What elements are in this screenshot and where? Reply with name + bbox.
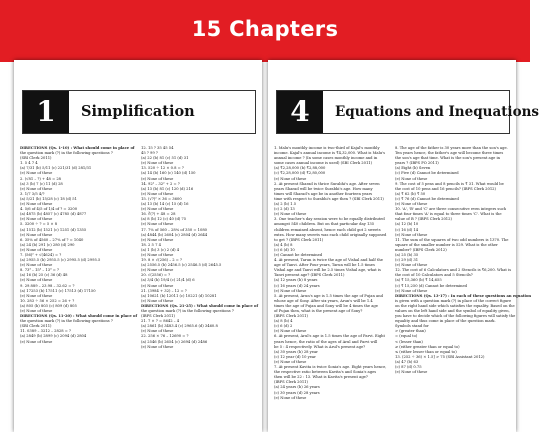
text-line: 5. At present, Arun's age is 1.5 times the age of Pujan and bbox=[274, 293, 383, 298]
text-line: (e) None of these bbox=[20, 309, 53, 313]
text-line: (e) None of these bbox=[141, 207, 174, 212]
text-line: = (equal to) bbox=[395, 334, 418, 339]
chapter-number: 4 bbox=[277, 91, 323, 133]
text-line: 3. 1/7 3/5 4/? bbox=[20, 191, 45, 196]
text-line: (e) None of these bbox=[20, 202, 53, 207]
text-line: Tanvi present age? (IBPS Clerk 2011) bbox=[274, 273, 345, 278]
text-line: DIRECTIONS (Qs. 13-17) : In each of these questions an equation bbox=[395, 293, 532, 298]
text-line: 12. The cost of 6 Calculators and 2 Stencils is ₹6,200. What is bbox=[395, 268, 512, 273]
text-line: (a) 1512 (b) 1521 (c) 1251 (d) 1355 bbox=[20, 227, 87, 232]
text-line: (e) Cannot be determined bbox=[274, 252, 323, 257]
text-column bbox=[395, 146, 532, 430]
text-line: Symbols stand for bbox=[395, 324, 429, 329]
text-line: (a) 8 (b) 4 bbox=[274, 319, 293, 324]
text-line: (IBPS Clerk 2011) bbox=[274, 380, 308, 385]
text-line: (a) ₹ 62 (b) ₹ 50 bbox=[395, 191, 426, 196]
text-line: the question mark (?) in the following questions ? bbox=[20, 319, 113, 324]
text-line: times the age of Pujan and Sony will be 4 times the age bbox=[274, 303, 378, 308]
text-column bbox=[20, 146, 138, 430]
text-line: (a) 13 (b) 81 (c) 120 (d) 216 bbox=[141, 186, 194, 191]
text-line: that four times 'A' is equal to three times 'C'. What is the bbox=[395, 212, 502, 217]
text-line: (c) 16 (d) 14 bbox=[395, 227, 419, 232]
page-columns bbox=[20, 146, 259, 430]
text-line: (a) 22 (b) 81 (c) 51 (d) 31 bbox=[141, 156, 189, 161]
text-line: (a) 2546 (b) 2654 (c) 2694 (d) 2486 bbox=[141, 339, 208, 344]
text-line: (c) 16 years (d) 24 years bbox=[274, 283, 320, 288]
text-line: (a) 3 (b) 7 (c) 11 (d) 28 bbox=[20, 181, 63, 186]
text-line: of Pujan then, what is the present age of Sony? bbox=[274, 309, 363, 313]
text-line: extra. How many sweets was each child originally supposed bbox=[274, 232, 387, 237]
text-line: (a) 12 years (b) 8 years bbox=[274, 278, 318, 283]
text-line: (a) 47 (b) 63 bbox=[395, 359, 419, 364]
text-line: 20. √(2556) = ? bbox=[141, 273, 171, 278]
text-line: (e) None of these bbox=[141, 268, 174, 273]
text-line: (e) None of these bbox=[395, 202, 428, 207]
text-line: 21. 7 × ? = 8642 – 4 bbox=[141, 319, 180, 324]
text-line: (a) 8 (b) 12 (c) 40 (d) 75 bbox=[141, 217, 187, 222]
text-line: be 5 : 4 respectively. What is Arul's present age? bbox=[274, 344, 366, 349]
text-line: (e) None of these bbox=[141, 252, 174, 257]
text-line: years ? (IBPS PO 2011) bbox=[395, 161, 439, 166]
text-line: (e) None of these bbox=[20, 263, 53, 268]
text-line: 1. 5 4 7 4 bbox=[20, 161, 38, 166]
text-line: (e) None of these bbox=[141, 191, 174, 196]
text-line: the cost of 10 pens and 16 pencils? (IBPS Clerk 2012) bbox=[395, 186, 496, 191]
text-line: 10. 283 ÷ 56 × 252 = 26 + ? bbox=[20, 298, 75, 303]
text-line: time with respect to Surabhi's age then ? (SBI Clerk 2011) bbox=[274, 196, 384, 201]
text-line: (a) 2955.5 (b) 2955.5 (c) 2995.5 (d) 2995.5 bbox=[20, 258, 101, 263]
text-line: (a) 17253 (b) 17511 (c) 17513 (d) 17150 bbox=[20, 288, 96, 293]
text-line: (a) 2861 (b) 3483.4 (c) 2965.6 (d) 3460.8 bbox=[141, 324, 218, 329]
text-line: DIRECTIONS (Qs. 1-10) : What should come in place of bbox=[20, 146, 135, 150]
chapters-banner bbox=[0, 0, 530, 62]
text-line: (c) 87 (d) 0.75 bbox=[395, 365, 422, 370]
text-line: (a) 5/21 (b) 15/28 (c) 18 (d) 51 bbox=[20, 196, 77, 201]
text-line: (e) None of these bbox=[141, 298, 174, 303]
text-line: (e) None of these bbox=[141, 329, 174, 334]
text-line: 8. 73³ – 15³ – 13³ = ? bbox=[20, 268, 59, 273]
text-column bbox=[141, 146, 259, 430]
text-line: years hence, the ratio of the ages of Arul and Parvi will bbox=[274, 339, 378, 344]
text-line: ≥ (either greater than or equal to) bbox=[395, 344, 460, 349]
text-line: on the right hand side which satisfies the equality. Based on the bbox=[395, 303, 515, 308]
text-line: (a) 14 (b) 160 (c) 140 (d) 150 bbox=[141, 171, 196, 176]
text-line: (e) None of these bbox=[20, 247, 53, 252]
text-line: 2. At present Sharad is thrice Surabhi's age. After seven bbox=[274, 181, 380, 186]
text-line: (SBI Clerk 2011) bbox=[20, 156, 52, 161]
text-line: 6. At present, Arul's age is 1.5 times the age of Parvi. Eight bbox=[274, 334, 386, 339]
text-line: (e) None of these bbox=[395, 288, 428, 293]
text-line: (a) 30 years (b) 28 year bbox=[274, 349, 318, 354]
text-line: (e) None of these bbox=[274, 359, 307, 364]
text-line: (SBI Clerk 2011) bbox=[20, 324, 52, 329]
text-line: (a) 4844 (b) 2604 (c) 2804 (d) 2644 bbox=[141, 232, 208, 237]
text-line: (e) None of these bbox=[274, 288, 307, 293]
text-line: (a) ₹2,28,000 (b) ₹2,88,000 bbox=[274, 166, 326, 171]
text-line: the respective ratio between Kavita's and Sonia's ages bbox=[274, 370, 377, 375]
text-line: (a) 25 (b) 35 bbox=[395, 252, 419, 257]
text-line: Ten years hence, the father's age will become three times bbox=[395, 151, 504, 156]
text-line: (a) 2849 (b) 2899 (c) 2094 (d) 2804 bbox=[20, 334, 87, 339]
text-line: 9. The cost of 5 pens and 8 pencils is ₹ 31. What would be bbox=[395, 181, 504, 186]
text-line: 22. 256 × 76 – 12690 = ? bbox=[141, 334, 189, 339]
text-line: (e) None of these bbox=[20, 217, 53, 222]
text-line: to get ? (IBPS Clerk 2011) bbox=[274, 237, 324, 242]
text-line: 14. 92² – 32² + 2 = ? bbox=[141, 181, 180, 186]
text-line: > (greater than) bbox=[395, 329, 426, 334]
text-line: (a) 2556.5 (b) 2456.5 (c) 2546.5 (d) 2645.5 bbox=[141, 263, 222, 268]
text-line: the question mark (?) in the following questions ? bbox=[20, 151, 113, 156]
text-line: (c) 2 (d) 13 bbox=[274, 207, 295, 212]
text-line: 13. (252 ÷ 36) × 1.5] > 75 (SBI Assistant 2012) bbox=[395, 354, 485, 359]
text-line: 4. 5/6 of 4/5 of 1/4 of ? = 3200 bbox=[20, 207, 78, 212]
text-line: (a) 24 years (b) 26 years bbox=[274, 385, 320, 390]
text-line: then will be 22 : 13. What is Kavita's present age? bbox=[274, 375, 368, 380]
text-line: (a) 4875 (b) 4857 (c) 4785 (d) 4877 bbox=[20, 212, 87, 217]
chapter-header bbox=[22, 90, 256, 134]
text-line: (a) 12 (b) 10 bbox=[395, 222, 419, 227]
text-line: whose age of Sony. After six years, Arun's will be 1.4 bbox=[274, 298, 373, 303]
text-line: Vishal age and Tanvi will be 2.5 times Vishal age, what is bbox=[274, 268, 381, 273]
text-line: amongst 540 children. But on that particular day 135 bbox=[274, 222, 375, 227]
text-line: (e) None of these bbox=[20, 171, 53, 176]
text-line: is given with a question mark (?) in place of the correct figure bbox=[395, 298, 512, 303]
text-line: some cases annual income is used) (SBI Clerk 2011) bbox=[274, 161, 373, 166]
text-line: (a) 2 (b) 1.5 bbox=[274, 202, 297, 207]
text-line: 7. (56)² + √(4624) = ? bbox=[20, 252, 62, 257]
text-line: equality and thus come in place of the question mark. bbox=[395, 319, 496, 324]
right-book-page bbox=[268, 60, 539, 432]
text-line: 18. 2 5 7 4 bbox=[141, 242, 161, 247]
text-line: (c) 30 years (d) 28 years bbox=[274, 390, 320, 395]
text-line: (e) None of these bbox=[274, 329, 307, 334]
text-line: 8. The age of the father is 30 years more than the son's age. bbox=[395, 146, 508, 150]
text-line: (e) None of these bbox=[141, 344, 174, 349]
text-line: 19. 8 × √(256) – 2 = ? bbox=[141, 258, 183, 263]
text-line: (e) None of these bbox=[395, 176, 428, 181]
text-line: (e) None of these bbox=[141, 283, 174, 288]
text-line: (IBPS Clerk 2011) bbox=[274, 314, 308, 319]
text-line: (e) None of these bbox=[20, 232, 53, 237]
text-line: times will Sharad's age be in another fourteen years bbox=[274, 191, 373, 196]
text-column bbox=[274, 146, 389, 430]
text-line: the cost of 10 Calculators and 5 Stencils? bbox=[395, 273, 473, 278]
text-line: (a) 1 (b) 3 (c) 2 (d) 4 bbox=[141, 247, 180, 252]
text-line: 3. One teacher's day session were to be equally distributed bbox=[274, 217, 385, 222]
text-line: annual income ? (In some cases monthly income and in bbox=[274, 156, 378, 161]
text-line: age of Tanvi. After Four years, Tarun will be 1.5 times bbox=[274, 263, 375, 268]
text-line: value of B ? (IBPS Clerk 2012) bbox=[395, 217, 452, 222]
text-line: (a) ₹ 15,360 (b) ₹ 14,655 bbox=[395, 278, 442, 283]
text-line: (c) 29 (d) 31 bbox=[395, 258, 419, 263]
text-line: 21. (3984 + 32) – 12 = ? bbox=[141, 288, 187, 293]
text-line: 4. At present, Tarun is twice the age of Vishal and half the bbox=[274, 258, 383, 263]
text-line: (e) None of these bbox=[274, 176, 307, 181]
text-line: 6. 35% of 4560 – 27% of ? = 1040 bbox=[20, 237, 84, 242]
text-line: DIRECTIONS (Qs. 11-20) : What should come in place of bbox=[20, 314, 138, 319]
text-line: (e) None of these bbox=[141, 222, 174, 227]
chapter-title: Simplification bbox=[81, 103, 195, 120]
text-line: (c) 6 (d) 10 bbox=[274, 247, 295, 252]
text-line: you have to decide which of the following figures will satisfy the bbox=[395, 314, 516, 319]
text-line: (e) None of these bbox=[395, 232, 428, 237]
text-line: (c) ₹ 15,250 (d) Cannot be determined bbox=[395, 283, 468, 288]
text-line: the question mark (?) in the following questions ? bbox=[141, 309, 234, 313]
text-line: number? (IBPS Clerk 2012) bbox=[395, 247, 447, 252]
text-line: (IBPS Clerk 2011) bbox=[141, 314, 175, 319]
chapter-number: 1 bbox=[23, 91, 69, 133]
text-line: 13. 520 ÷ 12 × 0.8 = ? bbox=[141, 166, 184, 171]
text-line: (e) None of these bbox=[20, 186, 53, 191]
page-columns bbox=[274, 146, 532, 430]
text-line: (e) None of these bbox=[141, 161, 174, 166]
text-line: 45 ? 99 ? bbox=[141, 151, 158, 156]
text-line: DIRECTIONS (Qs. 21-25) : What should come in place of bbox=[141, 303, 259, 308]
chapter-header bbox=[276, 90, 539, 134]
text-line: (a) 7/31 (b) 5/11 (c) 221/31 (d) 281/31 bbox=[20, 166, 92, 171]
text-line: 5. 3200 ÷ ? = 5 × 8 bbox=[20, 222, 58, 227]
text-line: (e) None of these bbox=[20, 339, 53, 344]
text-line: (c) 6 (d) 2 bbox=[274, 324, 293, 329]
text-line: the son's age that time. What is the son's present age in bbox=[395, 156, 500, 161]
text-line: 10. 'A', 'B' and 'C' are three consecutive even integers such bbox=[395, 207, 507, 212]
text-line: 2. (√81 – ?) + 48 = 28 bbox=[20, 176, 62, 181]
text-line: children remained absent, hence each child got 2 sweets bbox=[274, 227, 381, 232]
text-line: (c) ₹ 76 (d) Cannot be determined bbox=[395, 196, 459, 201]
text-line: (a) 16 (b) 25 (c) 36 (d) 48 bbox=[20, 273, 68, 278]
text-line: (a) 13 (b) 14 (c) 15 (d) 16 bbox=[141, 202, 189, 207]
text-line: ≤ (either lesser than or equal to) bbox=[395, 349, 457, 354]
text-line: 11. The sum of the squares of two odd numbers is 1370. The bbox=[395, 237, 509, 242]
text-line: 12. 15 ? 35 45 54 bbox=[141, 146, 174, 150]
text-line: (c) ₹2,28,000 (d) ₹2,80,000 bbox=[274, 171, 326, 176]
text-line: 11. 0389 – 3212 – 2828 = ? bbox=[20, 329, 71, 334]
text-line: years Sharad will be twice Surabhi's age. How many bbox=[274, 186, 373, 191]
text-line: (a) 805 (b) 803 (c) 809 (d) 805 bbox=[20, 303, 77, 308]
text-line: < (lesser than) bbox=[395, 339, 423, 344]
text-line: (a) 10621 (b) 12011 (c) 10221 (d) 10281 bbox=[141, 293, 217, 298]
text-line: square of the smaller number is 529. What is the other bbox=[395, 242, 498, 247]
text-line: (a) 4 (b) 8 bbox=[274, 242, 293, 247]
text-line: (e) None of these bbox=[20, 293, 53, 298]
text-line: (e) None of these bbox=[395, 370, 428, 375]
text-line: 1. Malu's monthly income is two-third of Kajal's monthly bbox=[274, 146, 380, 150]
text-line: (e) None of these bbox=[20, 278, 53, 283]
text-line: (a) 24 (b) 291 (c) 280 (d) 290 bbox=[20, 242, 75, 247]
text-line: (e) None of these bbox=[274, 212, 307, 217]
text-line: (c) Five (d) Cannot be determined bbox=[395, 171, 459, 176]
banner-title: 15 Chapters bbox=[191, 17, 339, 41]
text-line: 9. 29.889 – 23.98 – 32.62 = ? bbox=[20, 283, 75, 288]
text-line: values on the left hand side and the symbol of equality given, bbox=[395, 309, 510, 313]
text-line: income. Kajal's annual income is ₹4,32,000. What is Malu's bbox=[274, 151, 386, 156]
text-line: (e) None of these bbox=[395, 263, 428, 268]
text-line: 17. 7% of 560 – 28% of 350 = 1080 bbox=[141, 227, 208, 232]
chapter-title: Equations and Inequations bbox=[335, 104, 539, 120]
text-line: 16. ∛(?) + 48 = 28 bbox=[141, 212, 176, 217]
text-line: (e) None of these bbox=[141, 176, 174, 181]
text-line: (e) None of these bbox=[141, 237, 174, 242]
left-book-page bbox=[14, 60, 262, 432]
text-line: 15. (√?)² × 36 = 3600 bbox=[141, 196, 182, 201]
text-line: (a) 3/4 (b) 19/4 (c) 21/4 (d) 6 bbox=[141, 278, 195, 283]
text-line: (a) Eight (b) Seven bbox=[395, 166, 431, 171]
text-line: (c) 12 year (d) 10 year bbox=[274, 354, 316, 359]
text-line: 7. At present Kavita is twice Sonia's age. Eight years hence, bbox=[274, 365, 387, 370]
text-line: (e) None of these bbox=[274, 395, 307, 400]
